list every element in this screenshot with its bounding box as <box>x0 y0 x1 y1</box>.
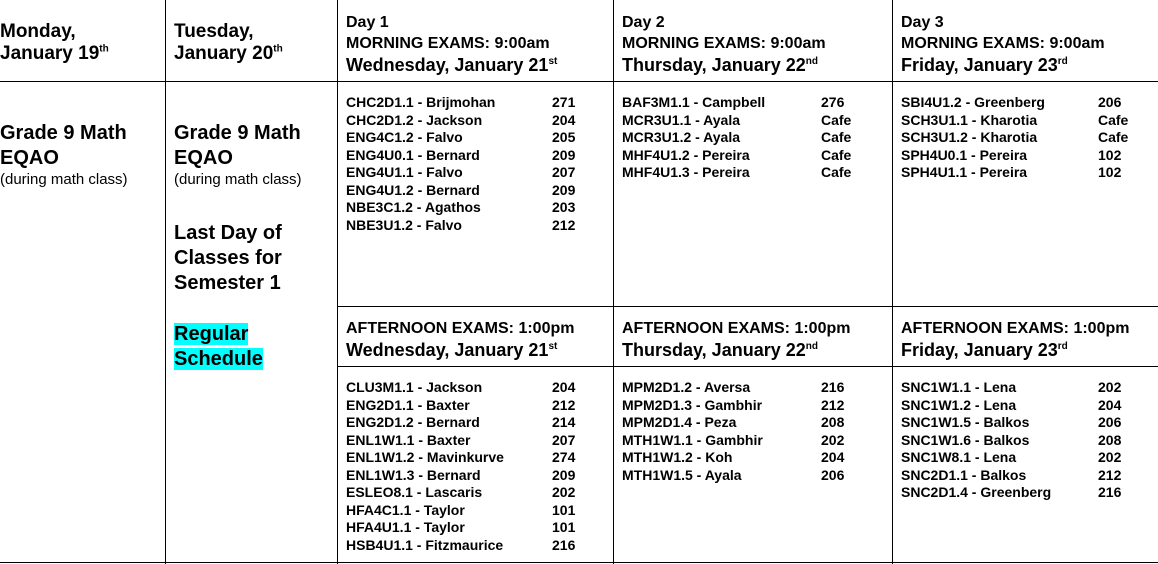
tuesday-note: (during math class) <box>174 171 302 188</box>
day3-header <box>901 12 1105 76</box>
exam-room: 212 <box>552 396 576 413</box>
exam-room: 216 <box>821 379 845 395</box>
exam-row <box>346 396 576 415</box>
exam-course: ENG4C1.2 - Falvo <box>346 129 463 145</box>
exam-row <box>346 449 576 467</box>
exam-course: NBE3C1.2 - Agathos <box>346 199 481 215</box>
regular-line1: Regular <box>174 323 249 345</box>
exam-date: Friday, January 23rd <box>901 55 1068 75</box>
exam-course: ENG4U1.2 - Bernard <box>346 181 480 198</box>
exam-course: ENG4U1.1 - Falvo <box>346 164 463 180</box>
tuesday-header <box>174 21 283 65</box>
tuesday-date: January 20th <box>174 43 283 64</box>
exam-course: ENG4U0.1 - Bernard <box>346 146 480 163</box>
exam-course: MPM2D1.2 - Aversa <box>622 379 751 395</box>
exam-room: Cafe <box>821 111 852 128</box>
day-label: Day 2 <box>622 14 665 31</box>
day2-morning-list <box>622 94 852 182</box>
exam-room: 212 <box>552 216 576 233</box>
tuesday-event-line2: EQAO <box>174 147 233 169</box>
exam-row <box>346 164 576 182</box>
morning-label: MORNING EXAMS: 9:00am <box>346 35 550 52</box>
exam-row <box>622 379 845 397</box>
exam-course: ENL1W1.1 - Baxter <box>346 431 471 448</box>
exam-row <box>901 414 1122 432</box>
exam-course: SNC1W1.1 - Lena <box>901 379 1017 395</box>
exam-room: 271 <box>552 94 576 110</box>
day1-afternoon-header <box>346 318 574 361</box>
exam-course: MPM2D1.4 - Peza <box>622 414 737 430</box>
exam-room: 204 <box>821 449 845 465</box>
exam-course: HFA4U1.1 - Taylor <box>346 519 465 535</box>
exam-course: BAF3M1.1 - Campbell <box>622 94 766 110</box>
exam-room: Cafe <box>821 164 852 180</box>
morning-label: MORNING EXAMS: 9:00am <box>622 35 826 52</box>
exam-room: 216 <box>552 536 576 553</box>
exam-row <box>901 94 1122 112</box>
exam-course: ENL1W1.2 - Mavinkurve <box>346 449 504 465</box>
exam-room: 204 <box>552 111 576 128</box>
exam-course: SNC2D1.4 - Greenberg <box>901 484 1052 500</box>
exam-course: SCH3U1.2 - Kharotia <box>901 129 1038 145</box>
day2-afternoon-header <box>622 318 850 361</box>
exam-date: Wednesday, January 21st <box>346 340 558 360</box>
exam-course: MHF4U1.3 - Pereira <box>622 164 750 180</box>
exam-row <box>901 146 1122 165</box>
exam-course: SNC1W1.5 - Balkos <box>901 414 1030 430</box>
exam-course: NBE3U1.2 - Falvo <box>346 216 462 233</box>
exam-course: ENG2D1.1 - Baxter <box>346 396 470 413</box>
exam-row <box>622 414 845 432</box>
exam-row <box>901 466 1122 485</box>
row-divider <box>0 81 1158 82</box>
exam-room: 207 <box>552 164 576 180</box>
tuesday-day: Tuesday, <box>174 21 254 42</box>
exam-course: ENG2D1.2 - Bernard <box>346 414 480 430</box>
exam-row <box>901 484 1122 502</box>
day1-morning-list <box>346 94 576 234</box>
exam-room: Cafe <box>1098 111 1129 128</box>
monday-event-line2: EQAO <box>0 147 59 169</box>
column-divider <box>165 0 166 564</box>
exam-date: Thursday, January 22nd <box>622 340 818 360</box>
exam-course: SPH4U1.1 - Pereira <box>901 164 1028 180</box>
exam-row <box>346 94 576 112</box>
last-day-line3: Semester 1 <box>174 272 281 294</box>
exam-room: 209 <box>552 181 576 198</box>
column-divider <box>337 0 338 564</box>
exam-row <box>622 449 845 467</box>
exam-room: 214 <box>552 414 576 430</box>
exam-course: CHC2D1.2 - Jackson <box>346 111 483 128</box>
exam-course: ESLEO8.1 - Lascaris <box>346 484 483 500</box>
exam-row <box>622 164 852 182</box>
exam-row <box>901 449 1122 467</box>
morning-label: MORNING EXAMS: 9:00am <box>901 35 1105 52</box>
last-day-line1: Last Day of <box>174 222 282 244</box>
exam-course: MHF4U1.2 - Pereira <box>622 146 750 163</box>
exam-room: 204 <box>1098 396 1122 413</box>
monday-date: January 19th <box>0 43 109 64</box>
day-label: Day 1 <box>346 14 389 31</box>
exam-row <box>346 484 576 502</box>
tuesday-event-line1: Grade 9 Math <box>174 122 301 144</box>
monday-event-line1: Grade 9 Math <box>0 122 127 144</box>
exam-course: CLU3M1.1 - Jackson <box>346 379 483 395</box>
exam-date: Thursday, January 22nd <box>622 55 818 75</box>
exam-course: SNC1W8.1 - Lena <box>901 449 1017 465</box>
exam-room: Cafe <box>1098 129 1129 145</box>
exam-room: 204 <box>552 379 576 395</box>
exam-row <box>901 129 1129 147</box>
day1-afternoon-list <box>346 379 576 554</box>
exam-room: 202 <box>552 484 576 500</box>
exam-row <box>622 94 845 112</box>
row-divider <box>0 562 1158 563</box>
exam-room: 208 <box>821 414 845 430</box>
monday-header <box>0 21 109 65</box>
row-divider <box>337 306 1158 307</box>
exam-room: 202 <box>1098 449 1122 465</box>
exam-row <box>901 164 1122 182</box>
exam-row <box>622 396 845 415</box>
exam-row <box>346 181 576 200</box>
exam-row <box>346 501 576 520</box>
day3-afternoon-list <box>901 379 1122 502</box>
exam-course: MCR3U1.2 - Ayala <box>622 129 741 145</box>
exam-row <box>622 466 845 485</box>
day2-afternoon-list <box>622 379 845 484</box>
exam-row <box>622 111 852 130</box>
exam-course: SNC2D1.1 - Balkos <box>901 466 1027 483</box>
row-divider <box>337 366 1158 367</box>
regular-line2: Schedule <box>174 348 263 370</box>
column-divider <box>613 0 614 564</box>
exam-row <box>346 519 576 537</box>
exam-room: 206 <box>1098 94 1122 110</box>
tuesday-body <box>174 121 302 372</box>
exam-row <box>346 146 576 165</box>
exam-row <box>346 431 576 450</box>
exam-course: SBI4U1.2 - Greenberg <box>901 94 1045 110</box>
day3-morning-list <box>901 94 1129 182</box>
day2-header <box>622 12 826 76</box>
exam-room: 206 <box>821 466 845 483</box>
exam-room: 205 <box>552 129 576 145</box>
exam-course: MTH1W1.2 - Koh <box>622 449 733 465</box>
exam-course: MCR3U1.1 - Ayala <box>622 111 741 128</box>
exam-room: 212 <box>1098 466 1122 483</box>
exam-room: 207 <box>552 431 576 448</box>
day-label: Day 3 <box>901 14 944 31</box>
exam-course: MTH1W1.5 - Ayala <box>622 466 742 483</box>
exam-row <box>346 216 576 235</box>
exam-room: 212 <box>821 396 845 413</box>
exam-room: Cafe <box>821 129 852 145</box>
monday-day: Monday, <box>0 21 76 42</box>
exam-course: ENL1W1.3 - Bernard <box>346 466 481 483</box>
exam-row <box>346 129 576 147</box>
exam-date: Wednesday, January 21st <box>346 55 558 75</box>
exam-room: 209 <box>552 466 576 483</box>
exam-row <box>622 431 845 450</box>
exam-row <box>346 466 576 485</box>
afternoon-label: AFTERNOON EXAMS: 1:00pm <box>622 320 851 337</box>
exam-course: SNC1W1.2 - Lena <box>901 396 1017 413</box>
exam-room: 206 <box>1098 414 1122 430</box>
exam-room: 101 <box>552 501 576 518</box>
exam-room: 276 <box>821 94 845 110</box>
exam-room: 209 <box>552 146 576 163</box>
monday-body <box>0 121 128 189</box>
day3-afternoon-header <box>901 318 1129 361</box>
exam-room: 102 <box>1098 146 1122 163</box>
exam-row <box>901 396 1122 415</box>
exam-course: HSB4U1.1 - Fitzmaurice <box>346 536 504 553</box>
exam-room: 274 <box>552 449 576 465</box>
exam-row <box>901 379 1122 397</box>
exam-row <box>346 111 576 130</box>
exam-room: 101 <box>552 519 576 535</box>
exam-room: 102 <box>1098 164 1122 180</box>
exam-row <box>346 536 576 555</box>
exam-course: SNC1W1.6 - Balkos <box>901 431 1030 448</box>
last-day-line2: Classes for <box>174 247 282 269</box>
exam-course: MPM2D1.3 - Gambhir <box>622 396 763 413</box>
exam-course: SPH4U0.1 - Pereira <box>901 146 1028 163</box>
exam-room: 203 <box>552 199 576 215</box>
exam-date: Friday, January 23rd <box>901 340 1068 360</box>
exam-room: 216 <box>1098 484 1122 500</box>
day1-header <box>346 12 557 76</box>
exam-room: 202 <box>1098 379 1122 395</box>
exam-row <box>346 414 576 432</box>
exam-room: Cafe <box>821 146 852 163</box>
exam-row <box>622 146 852 165</box>
exam-course: SCH3U1.1 - Kharotia <box>901 111 1038 128</box>
afternoon-label: AFTERNOON EXAMS: 1:00pm <box>346 320 575 337</box>
monday-note: (during math class) <box>0 171 128 188</box>
exam-course: HFA4C1.1 - Taylor <box>346 501 465 518</box>
exam-row <box>901 111 1129 130</box>
exam-room: 208 <box>1098 431 1122 448</box>
exam-row <box>901 431 1122 450</box>
exam-course: MTH1W1.1 - Gambhir <box>622 431 763 448</box>
afternoon-label: AFTERNOON EXAMS: 1:00pm <box>901 320 1130 337</box>
exam-row <box>346 379 576 397</box>
exam-row <box>346 199 576 217</box>
exam-room: 202 <box>821 431 845 448</box>
exam-course: CHC2D1.1 - Brijmohan <box>346 94 496 110</box>
regular-schedule <box>174 322 302 372</box>
column-divider <box>892 0 893 564</box>
exam-row <box>622 129 852 147</box>
